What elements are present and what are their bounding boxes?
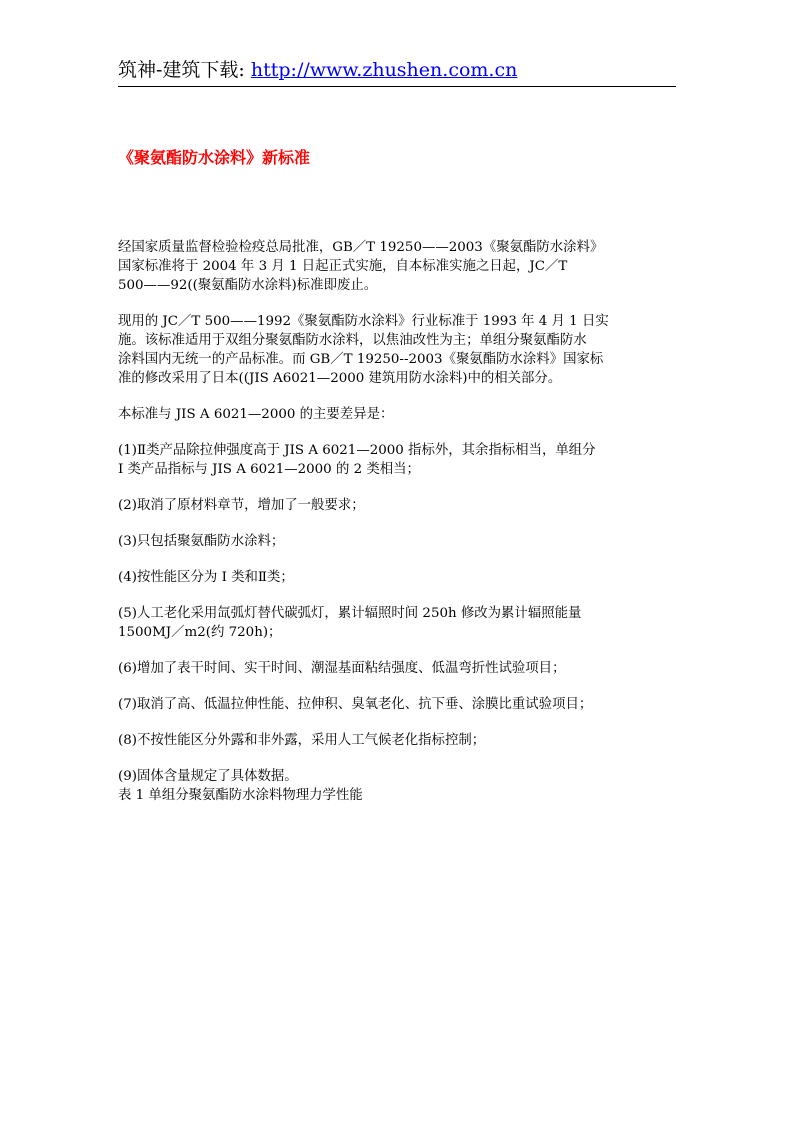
paragraph-line: 表 1 单组分聚氨酯防水涂料物理力学性能 — [118, 788, 363, 803]
document-body — [118, 238, 678, 822]
paragraph-line: I 类产品指标与 JIS A 6021—2000 的 2 类相当； — [118, 462, 420, 477]
paragraph-line: 本标准与 JIS A 6021—2000 的主要差异是： — [118, 407, 394, 422]
page-header — [118, 56, 676, 87]
paragraph-line: 现用的 JC／T 500——1992《聚氨酯防水涂料》行业标准于 1993 年 4 月 1 日实 — [118, 314, 609, 329]
document-title: 《聚氨酯防水涂料》新标准 — [118, 148, 311, 167]
paragraph-line: (3)只包括聚氨酯防水涂料； — [118, 534, 285, 549]
body-paragraph — [118, 695, 678, 714]
paragraph-line: (2)取消了原材料章节，增加了一般要求； — [118, 498, 365, 513]
paragraph-line: 经国家质量监督检验检疫总局批准，GB／T 19250——2003《聚氨酯防水涂料》 — [118, 240, 604, 255]
paragraph-line: (8)不按性能区分外露和非外露，采用人工气候老化指标控制； — [118, 733, 486, 748]
paragraph-line: 准的修改采用了日本((JIS A6021—2000 建筑用防水涂料)中的相关部分。 — [118, 371, 562, 386]
paragraph-line: 涂料国内无统一的产品标准。而 GB／T 19250--2003《聚氨酯防水涂料》国家标 — [118, 352, 604, 367]
paragraph-line: 国家标准将于 2004 年 3 月 1 日起正式实施，自本标准实施之日起，JC／T — [118, 259, 568, 274]
paragraph-line: 施。该标准适用于双组分聚氨酯防水涂料，以焦油改性为主；单组分聚氨酯防水 — [118, 333, 587, 348]
body-paragraph — [118, 568, 678, 587]
paragraph-line: 500——92((聚氨酯防水涂料)标准即废止。 — [118, 278, 378, 293]
body-paragraph — [118, 405, 678, 424]
body-paragraph — [118, 238, 678, 295]
paragraph-line: (9)固体含量规定了具体数据。 — [118, 769, 298, 784]
header-text — [118, 58, 517, 82]
body-paragraph — [118, 496, 678, 515]
paragraph-line: (1)Ⅱ类产品除拉伸强度高于 JIS A 6021—2000 指标外，其余指标相当，单组分 — [118, 443, 596, 458]
body-paragraph — [118, 441, 678, 479]
paragraph-line: (5)人工老化采用氙弧灯替代碳弧灯，累计辐照时间 250h 修改为累计辐照能量 — [118, 606, 582, 621]
body-paragraph — [118, 659, 678, 678]
header-site-link[interactable]: http://www.zhushen.com.cn — [250, 59, 518, 81]
body-paragraph — [118, 312, 678, 388]
header-site-name: 筑神-建筑下载: — [118, 59, 251, 81]
body-paragraph — [118, 532, 678, 551]
paragraph-line: (7)取消了高、低温拉伸性能、拉伸积、臭氧老化、抗下垂、涂膜比重试验项目； — [118, 697, 593, 712]
paragraph-line: (4)按性能区分为 I 类和Ⅱ类； — [118, 570, 294, 585]
paragraph-line: (6)增加了表干时间、实干时间、潮湿基面粘结强度、低温弯折性试验项目； — [118, 661, 566, 676]
paragraph-line: 1500MJ／m2(约 720h)； — [118, 625, 282, 640]
body-paragraph — [118, 604, 678, 642]
body-paragraph — [118, 731, 678, 750]
body-paragraph — [118, 767, 678, 805]
